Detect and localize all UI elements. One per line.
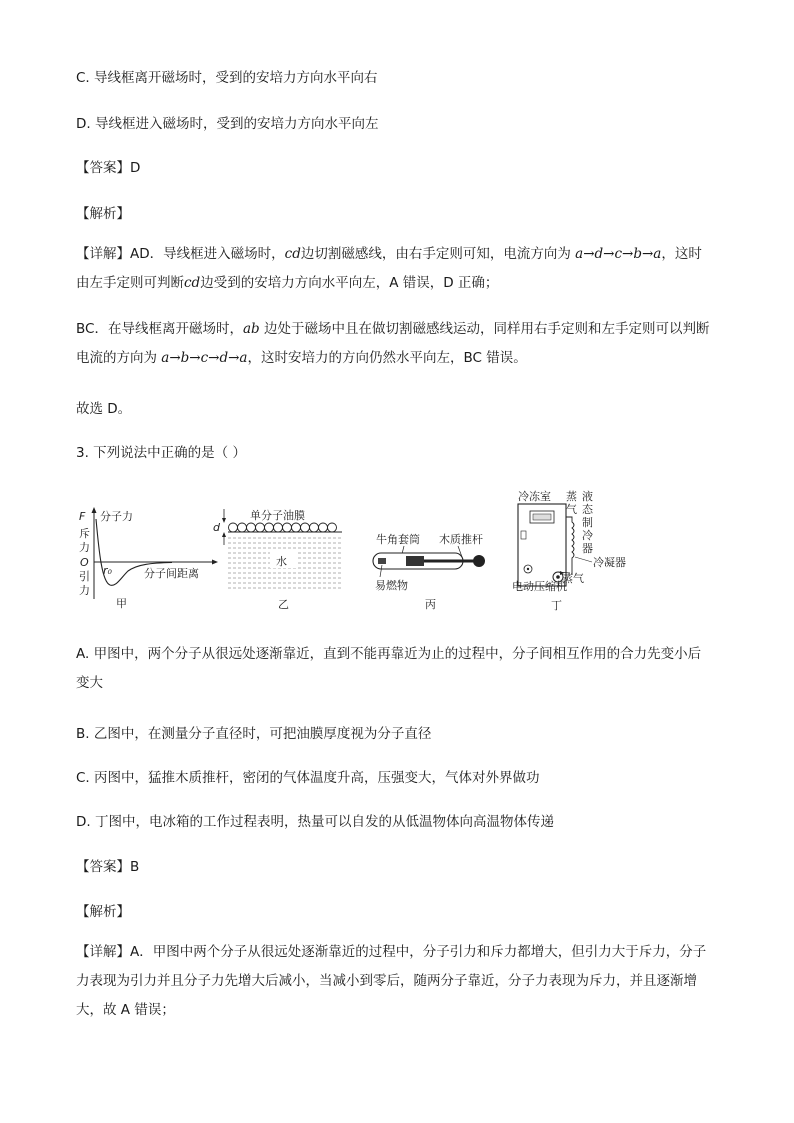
attraction-label-2: 力 (79, 584, 90, 597)
figure-caption: 乙 (278, 598, 289, 611)
thickness-label: d (213, 521, 220, 534)
answer-label: 【答案】 (76, 859, 130, 875)
liquid-refrigerant-label-2: 态 (582, 503, 593, 516)
current-path-1: a→d→c→b→a (575, 246, 662, 262)
detail-label: 【详解】 (76, 944, 130, 960)
q3-analysis-label: 【解析】 (76, 904, 130, 920)
q2-option-d: D. 导线框进入磁场时，受到的安培力方向水平向左 (76, 116, 379, 132)
current-path-2: a→b→c→d→a (161, 350, 248, 366)
detail-label: 【详解】 (76, 246, 130, 262)
repulsion-label-2: 力 (79, 541, 90, 554)
liquid-refrigerant-label-4: 冷 (582, 529, 593, 542)
q3-detail-paragraph: 【详解】A．甲图中两个分子从很远处逐渐靠近的过程中，分子引力和斥力都增大，但引力大于斥力，分子 力表现为引力并且分子力先增大后减小，当减小到零后，随两分子靠近，分子力表现为斥力，并且逐渐增 大，故 A 错误； (76, 944, 707, 1018)
figure-yi (210, 505, 350, 613)
q3-answer (76, 855, 139, 875)
q2-detail-paragraph-1: 【详解】AD．导线框进入磁场时，cd边切割磁感线，由右手定则可知，电流方向为 a→d→c→b→a，这时 由左手定则可判断cd边受到的安培力方向水平向左，A 错误，D 正确； (76, 246, 702, 291)
repulsion-label-1: 斥 (79, 527, 90, 540)
figure-caption: 丙 (425, 598, 436, 611)
q2-conclusion: 故选 D。 (76, 401, 132, 417)
answer-label: 【答案】 (76, 160, 130, 176)
origin-label: O (80, 556, 89, 569)
axis-f-label: F (79, 510, 86, 523)
figure-jia (72, 507, 232, 612)
steam-label-1: 蒸 (566, 490, 577, 503)
steam-out-label: 蒸气 (562, 572, 584, 585)
liquid-refrigerant-label-5: 器 (582, 542, 593, 555)
attraction-label-1: 引 (79, 570, 90, 583)
liquid-refrigerant-label-1: 液 (582, 490, 593, 503)
axis-force-label: 分子力 (100, 510, 133, 523)
q2-answer (76, 156, 140, 176)
fuel-label: 易燃物 (375, 579, 408, 592)
q2-analysis-label: 【解析】 (76, 206, 130, 222)
q3-option-a: A. 甲图中，两个分子从很远处逐渐靠近，直到不能再靠近为止的过程中，分子间相互作用的合力先变小后 变大 (76, 646, 702, 691)
water-label: 水 (276, 555, 287, 568)
tube-label: 牛角套筒 (376, 533, 420, 546)
axis-distance-label: 分子间距离 (144, 567, 199, 580)
q2-detail-paragraph-2: BC．在导线框离开磁场时，ab 边处于磁场中且在做切割磁感线运动，同样用右手定则和左手定则可以判断 电流的方向为 a→b→c→d→a，这时安培力的方向仍然水平向左，BC 错误。 (76, 321, 710, 366)
q3-option-c: C. 丙图中，猛推木质推杆，密闭的气体温度升高，压强变大，气体对外界做功 (76, 770, 540, 786)
freezer-label: 冷冻室 (518, 490, 551, 503)
r0-label: r₀ (103, 564, 112, 577)
figure-bing (366, 497, 496, 613)
q3-option-d: D. 丁图中，电冰箱的工作过程表明，热量可以自发的从低温物体向高温物体传递 (76, 814, 554, 830)
steam-label-2: 气 (566, 503, 577, 516)
q2-option-c: C. 导线框离开磁场时，受到的安培力方向水平向右 (76, 70, 378, 86)
q3-option-b: B. 乙图中，在测量分子直径时，可把油膜厚度视为分子直径 (76, 726, 432, 742)
liquid-refrigerant-label-3: 制 (582, 516, 593, 529)
compressor-label: 电动压缩机 (512, 580, 567, 593)
oil-film-label: 单分子油膜 (250, 509, 305, 522)
q3-stem: 3. 下列说法中正确的是（ ） (76, 445, 246, 461)
figure-caption: 甲 (116, 597, 127, 610)
figure-caption: 丁 (551, 599, 562, 612)
answer-value: D (130, 160, 141, 176)
figure-ding (510, 487, 642, 613)
rod-label: 木质推杆 (439, 533, 483, 546)
condenser-label: 冷凝器 (593, 556, 626, 569)
answer-value: B (130, 859, 140, 875)
